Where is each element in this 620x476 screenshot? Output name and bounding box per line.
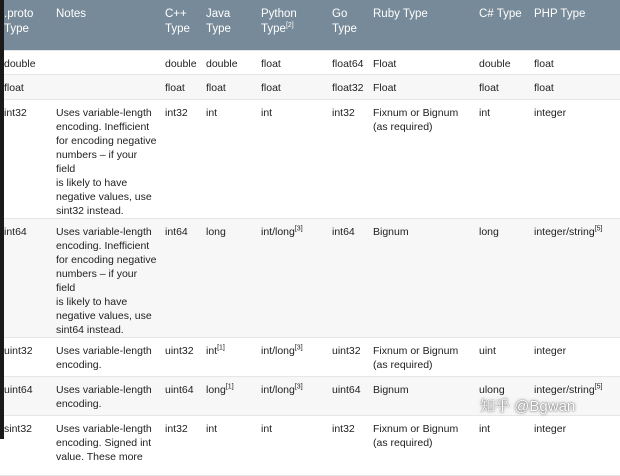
cell-value: long [206,225,226,238]
cell-value: float [165,81,185,94]
cell-value: float64 [332,57,364,70]
cell-line: (as required) [373,436,433,449]
footnote-ref[interactable]: [5] [594,225,603,232]
cell-line: Bignum [373,225,409,238]
col-header-java: Java Type [202,0,257,50]
cell-line: numbers – if your field [56,148,138,175]
cell-ruby-type [369,218,475,337]
cell-cpp-type [161,376,202,415]
cell-value: float32 [332,81,364,94]
cell-notes [52,376,161,415]
col-header-cpp: C++ Type [161,0,202,50]
cell-value: uint32 [4,344,33,357]
cell-go-type [328,337,369,376]
cell-value: int64 [165,225,188,238]
cell-line: encoding. Inefficient [56,239,150,252]
cell-line: is likely to have [56,295,128,308]
cell-proto-type [0,50,52,74]
cell-line: (as required) [373,358,433,371]
col-header-proto: .proto Type [0,0,52,50]
cell-ruby-type [369,415,475,475]
cell-line: for encoding negative [56,253,157,266]
cell-value: double [206,57,238,70]
cell-csharp-type [475,74,530,99]
cell-value: uint64 [332,383,361,396]
cell-line: encoding. [56,397,102,410]
cell-value: integer [534,106,567,119]
cell-csharp-type [475,50,530,74]
cell-value: uint64 [165,383,194,396]
cell-value: int [261,422,273,435]
cell-line: Float [373,57,397,70]
cell-value: integer [534,344,567,357]
cell-value: uint [479,344,496,357]
cell-value: long [206,383,226,396]
cell-notes [52,74,161,99]
cell-notes [52,99,161,218]
cell-line: Uses variable-length [56,344,152,357]
cell-line: negative values, use [56,309,152,322]
cell-proto-type [0,218,52,337]
cell-go-type [328,74,369,99]
cell-php-type [530,218,620,337]
cell-php-type [530,50,620,74]
cell-php-type [530,99,620,218]
cell-ruby-type [369,50,475,74]
cell-notes [52,218,161,337]
cell-line: Fixnum or Bignum [373,422,459,435]
cell-proto-type [0,415,52,475]
cell-ruby-type [369,337,475,376]
cell-notes [52,415,161,475]
cell-value: int [479,106,491,119]
cell-java-type [202,337,257,376]
cell-line: Uses variable-length [56,225,152,238]
watermark: 知乎 @Bgwan [480,398,576,415]
cell-value: double [165,57,197,70]
cell-notes [52,50,161,74]
cell-proto-type [0,337,52,376]
cell-value: sint32 [4,422,33,435]
table-row [0,415,620,475]
cell-cpp-type [161,218,202,337]
cell-value: long [479,225,499,238]
cell-value: int64 [4,225,27,238]
cell-line: Float [373,81,397,94]
cell-php-type [530,415,620,475]
cell-python-type [257,50,328,74]
cell-value: int/long [261,225,295,238]
table-row [0,50,620,74]
col-header-notes: Notes [52,0,161,50]
cell-line: is likely to have [56,176,128,189]
cell-cpp-type [161,337,202,376]
cell-java-type [202,376,257,415]
cell-value: int [261,106,273,119]
col-header-csharp: C# Type [475,0,530,50]
cell-line: Uses variable-length [56,422,152,435]
cell-ruby-type [369,74,475,99]
cell-value: int [206,422,218,435]
cell-go-type [328,376,369,415]
cell-cpp-type [161,415,202,475]
cell-value: int/long [261,383,295,396]
cell-value: float [206,81,226,94]
cell-value: int64 [332,225,355,238]
cell-value: uint32 [332,344,361,357]
cell-go-type [328,50,369,74]
cell-cpp-type [161,74,202,99]
header-row [0,0,620,50]
cell-python-type [257,218,328,337]
footnote-ref[interactable]: [3] [294,225,303,232]
table-header [0,0,620,50]
cell-value: double [479,57,511,70]
cell-line: encoding. Inefficient [56,120,150,133]
table-row [0,337,620,376]
cell-line: Fixnum or Bignum [373,106,459,119]
col-header-python: Python Type[2] [257,0,328,50]
cell-java-type [202,74,257,99]
cell-line: value. These more [56,450,143,463]
cell-value: integer [534,422,567,435]
cell-notes [52,337,161,376]
cell-php-type [530,337,620,376]
cell-line: Bignum [373,383,409,396]
cell-value: int32 [332,106,355,119]
cell-value: ulong [479,383,505,396]
table-row [0,74,620,99]
cell-value: int/long [261,344,295,357]
cell-line: sint64 instead. [56,323,124,336]
cell-value: int32 [165,106,188,119]
cell-java-type [202,50,257,74]
footnote-ref[interactable]: [5] [594,383,603,390]
cell-value: int32 [4,106,27,119]
cell-value: float [261,57,281,70]
table-row [0,218,620,337]
cell-value: int [206,106,218,119]
cell-python-type [257,376,328,415]
cell-line: encoding. Signed int [56,436,152,449]
table-row [0,99,620,218]
footnote-ref[interactable]: [3] [294,383,303,390]
cell-ruby-type [369,99,475,218]
cell-value: integer/string [534,383,595,396]
cell-csharp-type [475,337,530,376]
cell-python-type [257,415,328,475]
cell-line: negative values, use [56,190,152,203]
cell-value: double [4,57,36,70]
col-header-ruby: Ruby Type [369,0,475,50]
cell-csharp-type [475,218,530,337]
footnote-ref[interactable]: [3] [294,344,303,351]
left-edge-bar [0,0,4,439]
cell-go-type [328,218,369,337]
cell-cpp-type [161,99,202,218]
footnote-ref[interactable]: [1] [217,344,225,351]
col-header-go: Go Type [328,0,369,50]
footnote-ref[interactable]: [2] [285,22,294,30]
cell-go-type [328,415,369,475]
cell-python-type [257,74,328,99]
cell-line: Uses variable-length [56,106,152,119]
cell-java-type [202,218,257,337]
col-header-php: PHP Type [530,0,620,50]
cell-value: int32 [165,422,188,435]
cell-csharp-type [475,99,530,218]
cell-python-type [257,99,328,218]
cell-java-type [202,415,257,475]
cell-value: float [534,57,554,70]
cell-line: encoding. [56,358,102,371]
cell-value: int [206,344,218,357]
cell-line: Fixnum or Bignum [373,344,459,357]
cell-value: float [534,81,554,94]
cell-value: int32 [332,422,355,435]
cell-line: (as required) [373,120,433,133]
cell-proto-type [0,376,52,415]
cell-value: float [4,81,24,94]
cell-python-type [257,337,328,376]
cell-go-type [328,99,369,218]
cell-csharp-type [475,415,530,475]
cell-value: float [261,81,281,94]
cell-value: float [479,81,499,94]
cell-value: int [479,422,491,435]
cell-cpp-type [161,50,202,74]
cell-php-type [530,74,620,99]
cell-proto-type [0,74,52,99]
cell-value: uint32 [165,344,194,357]
cell-proto-type [0,99,52,218]
cell-line: numbers – if your field [56,267,138,294]
cell-java-type [202,99,257,218]
cell-ruby-type [369,376,475,415]
cell-line: Uses variable-length [56,383,152,396]
footnote-ref[interactable]: [1] [225,383,234,390]
cell-value: integer/string [534,225,595,238]
cell-line: for encoding negative [56,134,157,147]
cell-line: sint32 instead. [56,204,124,217]
cell-value: uint64 [4,383,33,396]
